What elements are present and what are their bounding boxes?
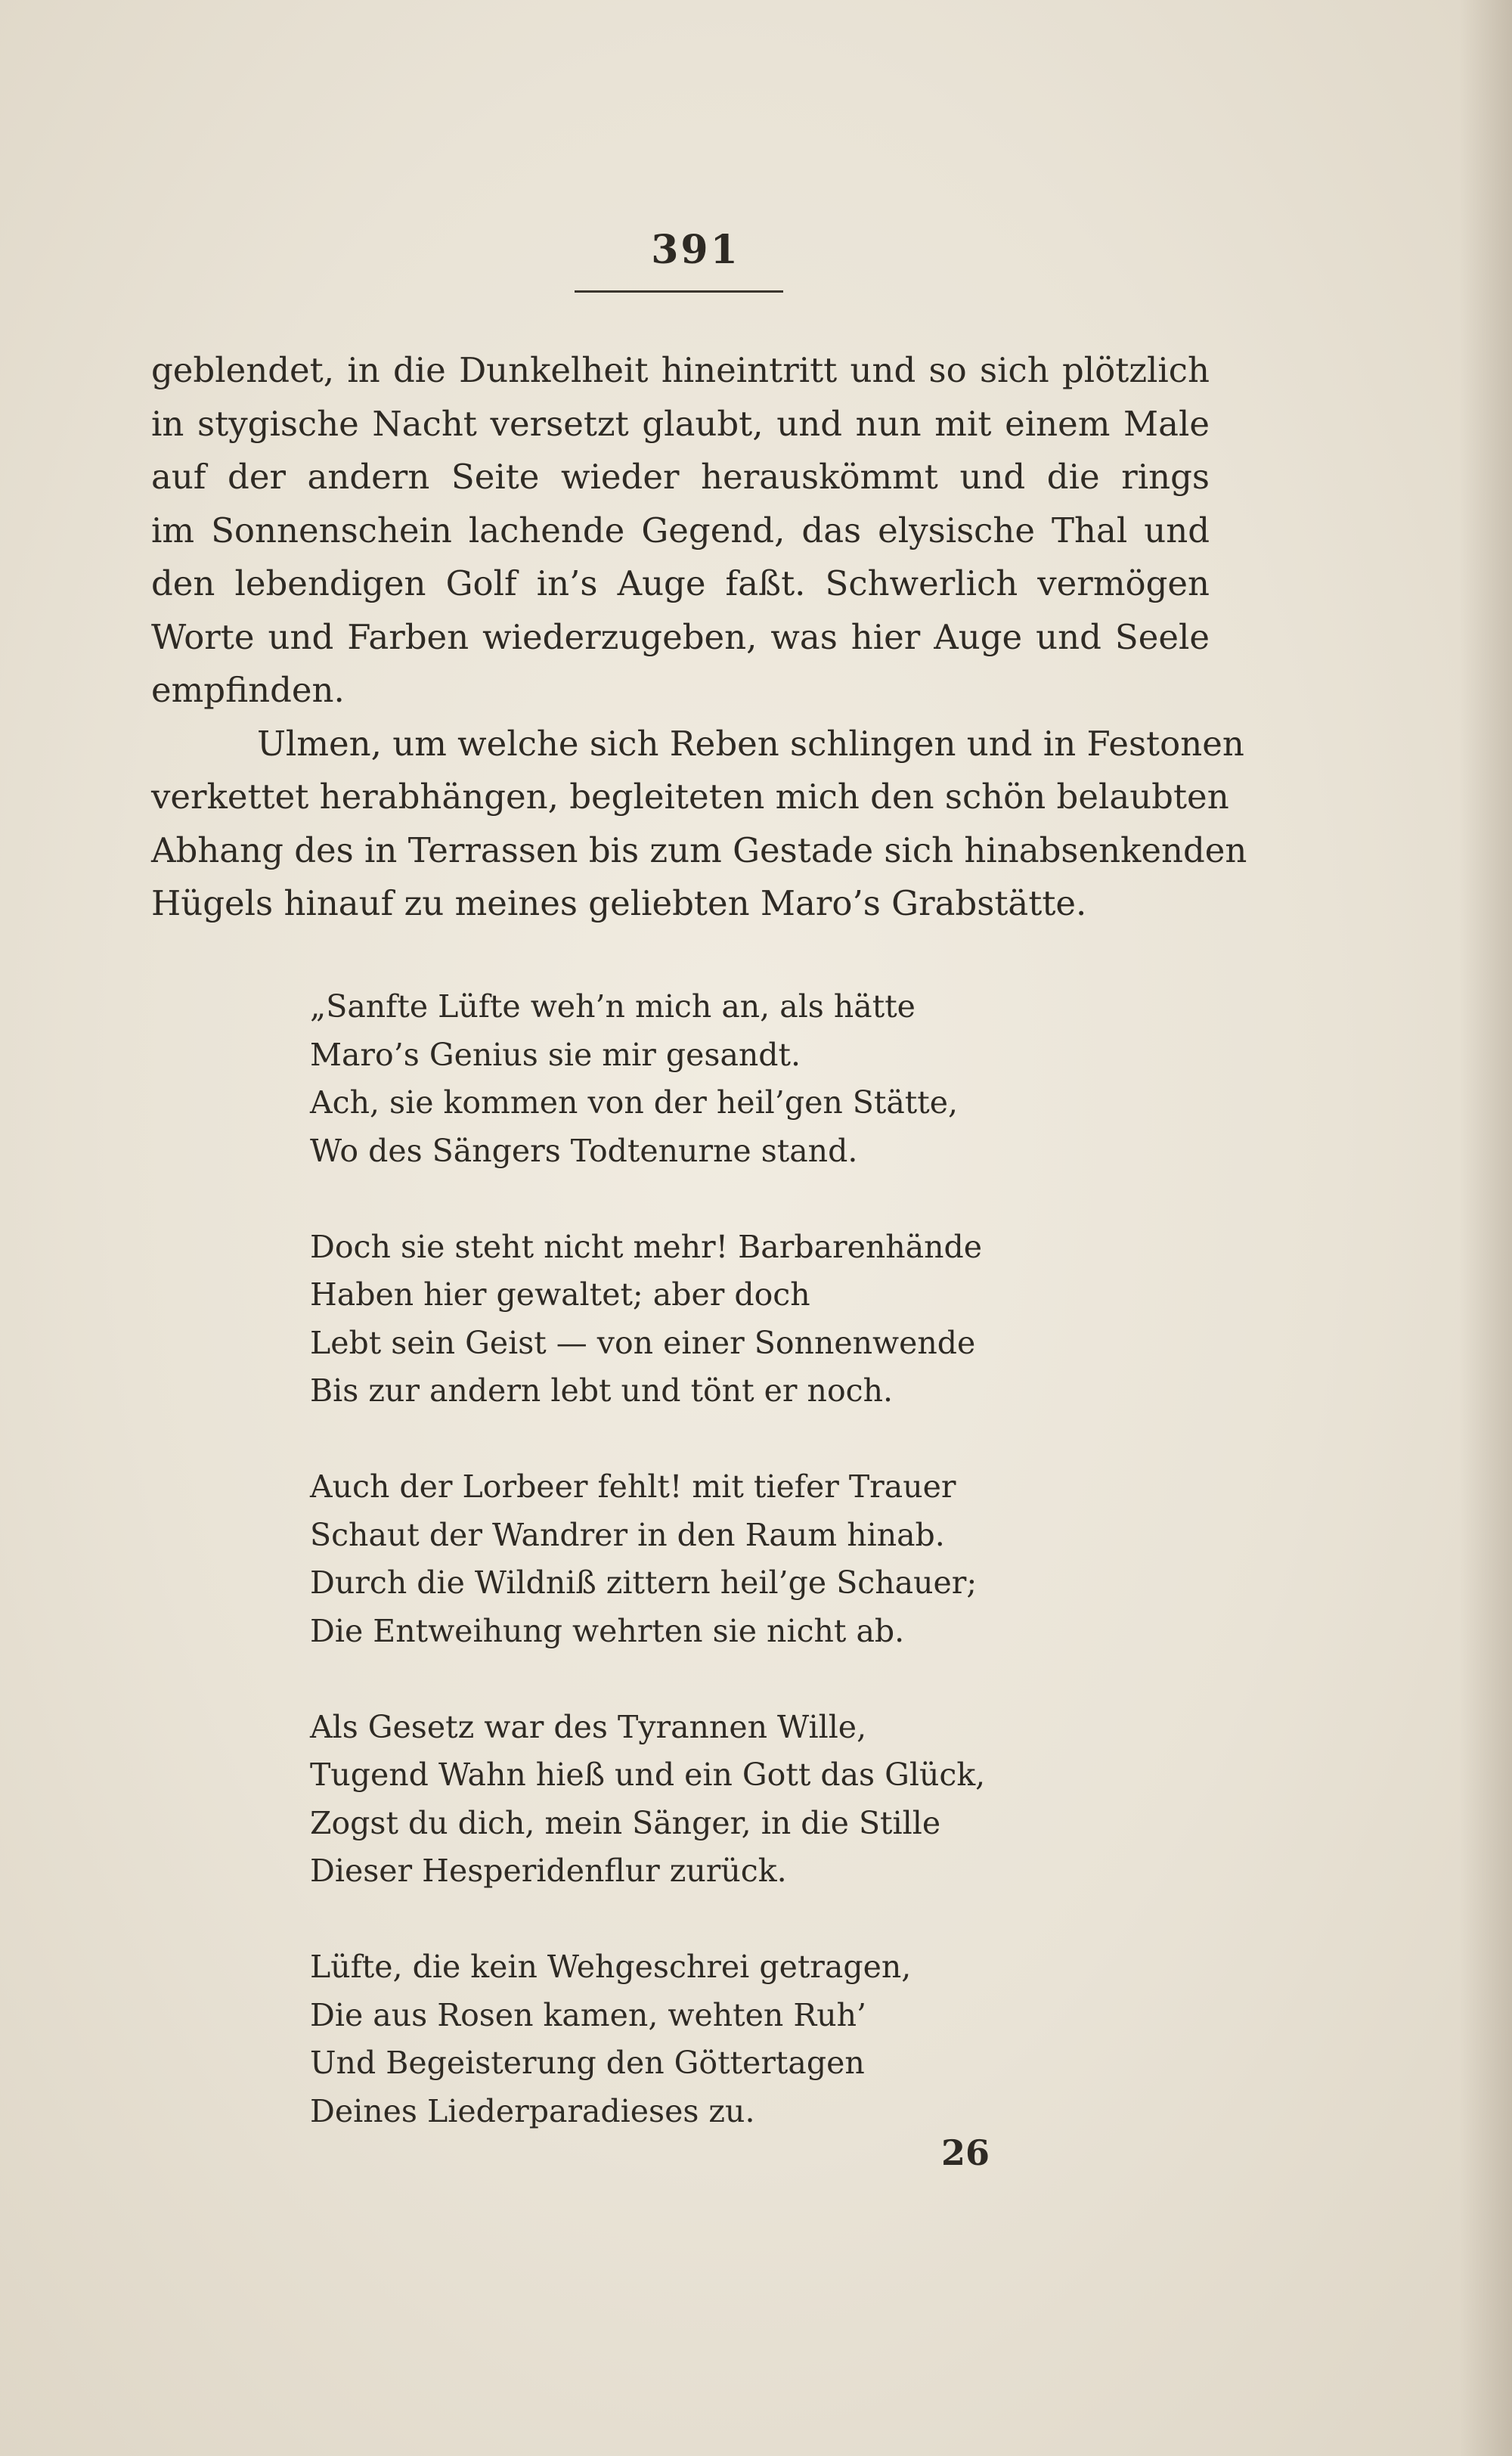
text-line: Worte und Farben wiederzugeben, was hier Auge und Seele (151, 616, 1210, 657)
stanza-3 (310, 1463, 1104, 1655)
text-line: den lebendigen Golf in’s Auge faßt. Schwerlich vermögen (151, 563, 1210, 603)
verse-line: Dieser Hesperidenflur zurück. (310, 1853, 787, 1889)
header-rule (575, 290, 783, 293)
verse-line: Schaut der Wandrer in den Raum hinab. (310, 1516, 945, 1553)
paragraph-1 (151, 344, 1210, 718)
text-line: im Sonnenschein lachende Gegend, das elysische Thal und (151, 510, 1210, 550)
printer-signature-mark: 26 (941, 2132, 990, 2173)
verse-line: Zogst du dich, mein Sänger, in die Stille (310, 1804, 941, 1841)
stanza-1 (310, 983, 1104, 1175)
verse-line: Auch der Lorbeer fehlt! mit tiefer Trauer (310, 1468, 956, 1505)
poem (310, 983, 1104, 2184)
verse-line: Doch sie steht nicht mehr! Barbarenhände (310, 1228, 983, 1265)
verse-line: „Sanfte Lüfte weh’n mich an, als hätte (310, 988, 916, 1025)
text-line: Abhang des in Terrassen bis zum Gestade sich hinabsenkenden (151, 830, 1247, 870)
paragraph-2 (151, 718, 1247, 931)
page-number: 391 (651, 227, 740, 273)
text-line: verkettet herabhängen, begleiteten mich den schön belaubten (151, 777, 1229, 817)
stanza-4 (310, 1704, 1104, 1896)
prose-text (151, 344, 1247, 931)
verse-line: Maro’s Genius sie mir gesandt. (310, 1036, 801, 1073)
verse-line: Die aus Rosen kamen, wehten Ruh’ (310, 1996, 867, 2033)
verse-line: Wo des Sängers Todtenurne stand. (310, 1132, 858, 1169)
page-edge-shadow (1459, 0, 1512, 2456)
verse-line: Durch die Wildniß zittern heil’ge Schauer; (310, 1564, 978, 1601)
verse-line: Bis zur andern lebt und tönt er noch. (310, 1372, 894, 1409)
verse-line: Ach, sie kommen von der heil’gen Stätte, (310, 1084, 959, 1121)
text-line: in stygische Nacht versetzt glaubt, und nun mit einem Male (151, 403, 1210, 444)
stanza-2 (310, 1223, 1104, 1416)
verse-line: Lüfte, die kein Wehgeschrei getragen, (310, 1949, 912, 1985)
verse-line: Die Entweihung wehrten sie nicht ab. (310, 1612, 905, 1649)
stanza-5 (310, 1943, 1104, 2135)
verse-line: Als Gesetz war des Tyrannen Wille, (310, 1708, 867, 1745)
verse-line: Deines Liederparadieses zu. (310, 2092, 755, 2129)
verse-line: Lebt sein Geist — von einer Sonnenwende (310, 1324, 976, 1361)
text-line: empfinden. (151, 670, 345, 710)
verse-line: Haben hier gewaltet; aber doch (310, 1276, 810, 1313)
text-line: Ulmen, um welche sich Reben schlingen und in Festonen (257, 723, 1244, 764)
verse-line: Und Begeisterung den Göttertagen (310, 2045, 865, 2081)
text-line: geblendet, in die Dunkelheit hineintritt und so sich plötzlich (151, 350, 1210, 390)
text-line: auf der andern Seite wieder herauskömmt und die rings (151, 457, 1210, 497)
verse-line: Tugend Wahn hieß und ein Gott das Glück, (310, 1757, 986, 1793)
text-line: Hügels hinauf zu meines geliebten Maro’s Grabstätte. (151, 883, 1087, 923)
